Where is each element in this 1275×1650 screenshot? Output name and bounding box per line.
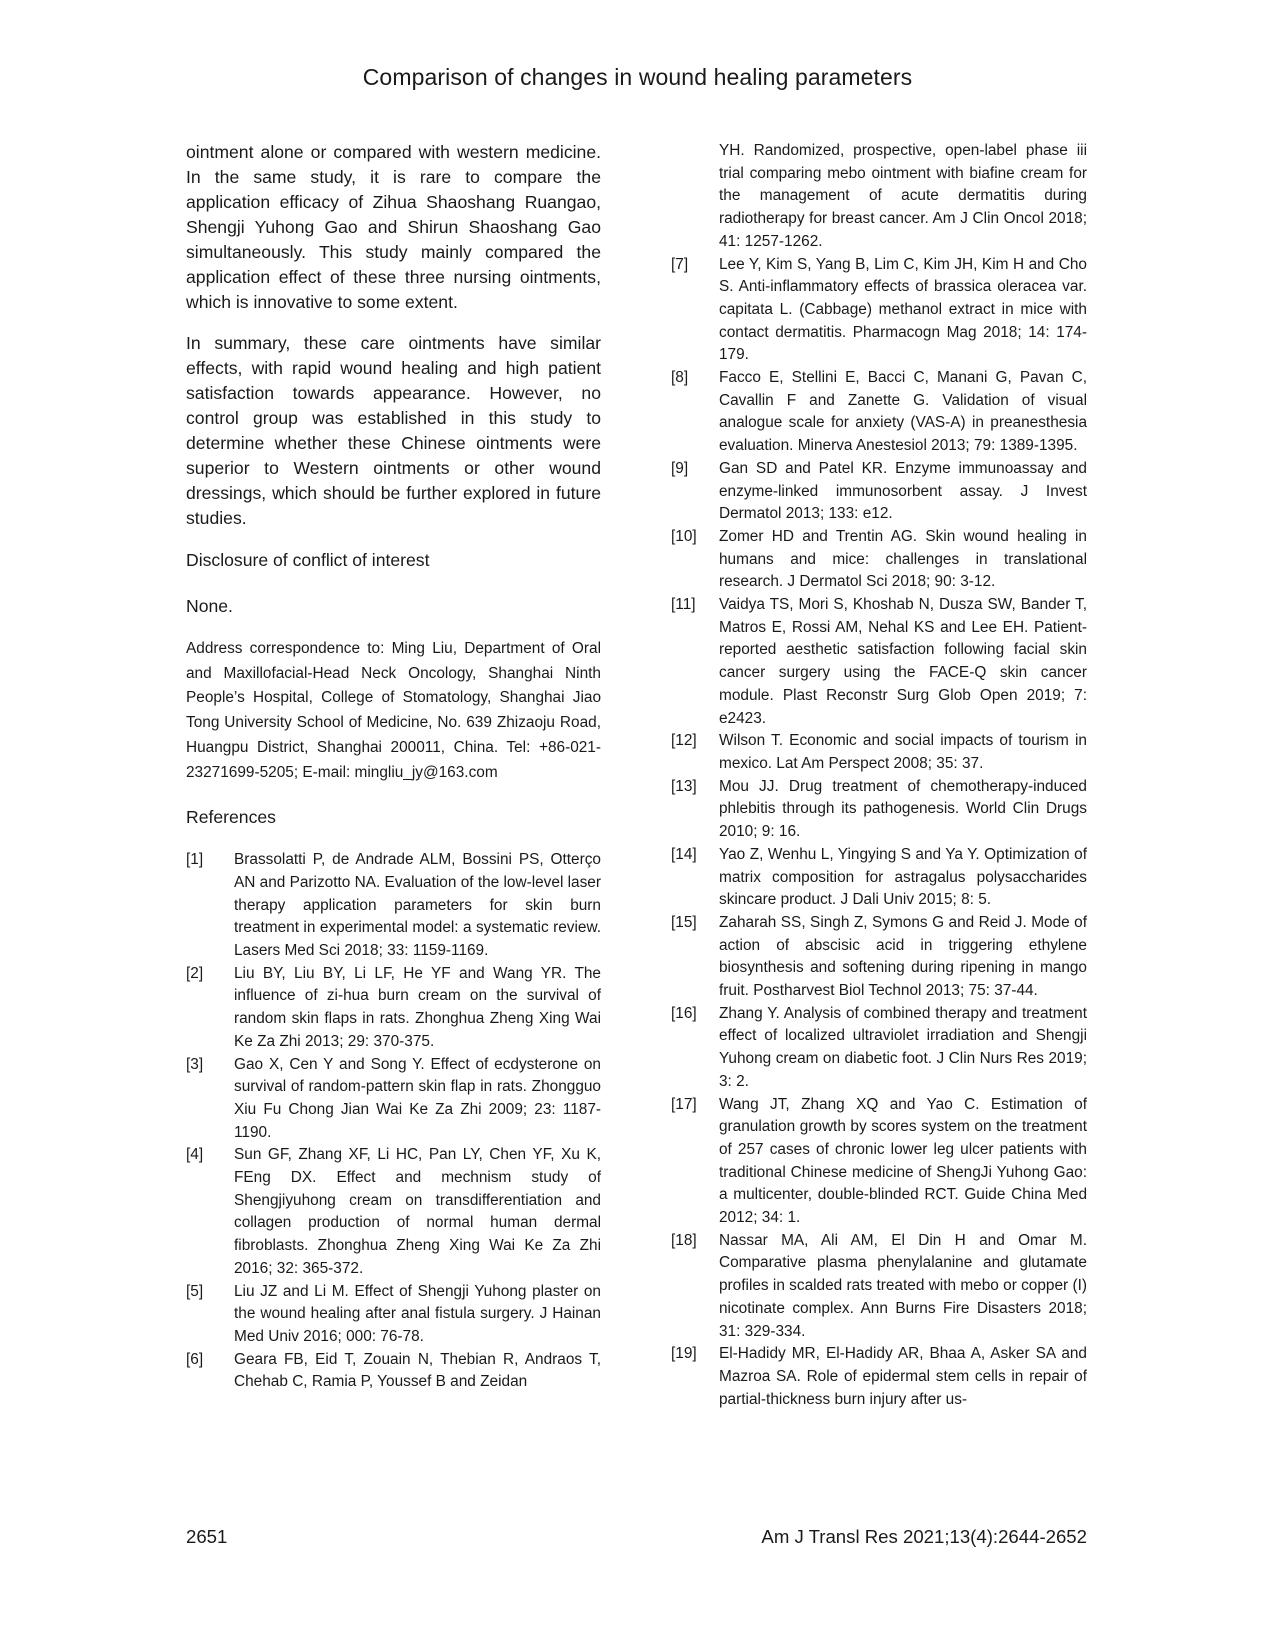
reference-number: [17] xyxy=(671,1095,697,1113)
right-column xyxy=(671,140,1087,1411)
reference-item xyxy=(671,594,1087,730)
reference-number: [13] xyxy=(671,777,697,795)
conflict-heading: Disclosure of conflict of interest xyxy=(186,550,430,570)
reference-item xyxy=(186,1349,601,1394)
reference-number: [3] xyxy=(186,1055,204,1073)
reference-text: Geara FB, Eid T, Zouain N, Thebian R, Andraos T, Chehab C, Ramia P, Youssef B and Zeidan xyxy=(234,1350,601,1391)
reference-number: [18] xyxy=(671,1231,697,1249)
reference-item xyxy=(186,963,601,1054)
address-label: Address correspondence to: xyxy=(186,640,385,657)
summary-paragraph: In summary, these care ointments have similar effects, with rapid wound healing and high patient satisfaction towards appearance. However, no control group was established in this study to determine whether these Chinese ointments were superior to Western ointments or other wound dressings, which should be further explored in future studies. xyxy=(186,333,601,528)
reference-number: [8] xyxy=(671,369,689,387)
reference-item xyxy=(186,849,601,963)
reference-text: El-Hadidy MR, El-Hadidy AR, Bhaa A, Asker SA and Mazroa SA. Role of epidermal stem cells in repair of partial-thickness burn injury after us- xyxy=(719,1345,1087,1408)
reference-item xyxy=(671,1343,1087,1411)
reference-item xyxy=(671,1230,1087,1344)
reference-text: Liu BY, Liu BY, Li LF, He YF and Wang YR. The influence of zi-hua burn cream on the survival of random skin flaps in rats. Zhonghua Zheng Xing Wai Ke Za Zhi 2013; 29: 370-375. xyxy=(234,964,601,1050)
reference-number: [5] xyxy=(186,1282,204,1300)
reference-continuation: YH. Randomized, prospective, open-label phase iii trial comparing mebo ointment with biafine cream for the management of acute dermatitis during radiotherapy for breast cancer. Am J Clin Oncol 2018; 41: 1257-1262. xyxy=(719,142,1087,250)
reference-text: Gan SD and Patel KR. Enzyme immunoassay and enzyme-linked immunosorbent assay. J Invest Dermatol 2013; 133: e12. xyxy=(719,459,1087,523)
reference-number: [4] xyxy=(186,1146,204,1164)
discussion-paragraph: ointment alone or compared with western medicine. In the same study, it is rare to compare the application efficacy of Zihua Shaoshang Ruangao, Shengji Yuhong Gao and Shirun Shaoshang Gao simultaneously. This study mainly compared the application effect of these three nursing ointments, which is innovative to some extent. xyxy=(186,142,601,312)
reference-text: Vaidya TS, Mori S, Khoshab N, Dusza SW, Bander T, Matros E, Rossi AM, Nehal KS and Lee EH. Patient-reported aesthetic satisfaction following facial skin cancer surgery using the FACE-Q skin cancer module. Plast Reconstr Surg Glob Open 2019; 7: e2423. xyxy=(719,596,1087,727)
reference-number: [16] xyxy=(671,1004,697,1022)
reference-item xyxy=(671,254,1087,368)
page-number: 2651 xyxy=(186,1526,228,1547)
conflict-text: None. xyxy=(186,596,233,616)
reference-text: Gao X, Cen Y and Song Y. Effect of ecdysterone on survival of random-pattern skin flap in rats. Zhongguo Xiu Fu Chong Jian Wai Ke Za Zhi 2009; 23: 1187-1190. xyxy=(234,1055,601,1141)
reference-text: Zomer HD and Trentin AG. Skin wound healing in humans and mice: challenges in translational research. J Dermatol Sci 2018; 90: 3-12. xyxy=(719,527,1087,591)
reference-text: Zaharah SS, Singh Z, Symons G and Reid J. Mode of action of abscisic acid in triggering ethylene biosynthesis and softening during ripening in mango fruit. Postharvest Biol Technol 2013; 75: 37-44. xyxy=(719,913,1087,1000)
reference-text: Facco E, Stellini E, Bacci C, Manani G, Pavan C, Cavallin F and Zanette G. Validation of visual analogue scale for anxiety (VAS-A) in preanesthesia evaluation. Minerva Anestesiol 2013; 79: 1389-1395. xyxy=(719,369,1087,455)
reference-number: [11] xyxy=(671,596,696,614)
reference-item xyxy=(671,730,1087,775)
reference-item xyxy=(671,1094,1087,1230)
reference-item xyxy=(671,458,1087,526)
reference-item xyxy=(671,367,1087,458)
reference-list-left xyxy=(186,849,601,1394)
journal-citation: Am J Transl Res 2021;13(4):2644-2652 xyxy=(761,1526,1087,1547)
reference-text: Liu JZ and Li M. Effect of Shengji Yuhong plaster on the wound healing after anal fistula surgery. J Hainan Med Univ 2016; 000: 76-78. xyxy=(234,1282,601,1345)
reference-item xyxy=(671,526,1087,594)
reference-text: Nassar MA, Ali AM, El Din H and Omar M. Comparative plasma phenylalanine and glutamate profiles in scalded rats treated with mebo or copper (I) nicotinate complex. Ann Burns Fire Disasters 2018; 31: 329-334. xyxy=(719,1231,1087,1340)
address-text: Ming Liu, Department of Oral and Maxillofacial-Head Neck Oncology, Shanghai Ninth People’s Hospital, College of Stomatology, Shanghai Jiao Tong University School of Medicine, No. 639 Zhizaoju Road, Huangpu District, Shanghai 200011, China. Tel: +86-021-23271699-5205; E-mail: mingliu_jy@163.com xyxy=(186,640,601,781)
reference-number: [7] xyxy=(671,255,689,273)
reference-text: Wang JT, Zhang XQ and Yao C. Estimation of granulation growth by scores system on the treatment of 257 cases of chronic lower leg ulcer patients with traditional Chinese medicine of ShengJi Yuhong Gao: a multicenter, double-blinded RCT. Guide China Med 2012; 34: 1. xyxy=(719,1095,1087,1227)
reference-text: Sun GF, Zhang XF, Li HC, Pan LY, Chen YF, Xu K, FEng DX. Effect and mechnism study of Shengjiyuhong cream on transdifferentiation and collagen production of normal human dermal fibroblasts. Zhonghua Zheng Xing Wai Ke Za Zhi 2016; 32: 365-372. xyxy=(234,1146,601,1277)
reference-text: Wilson T. Economic and social impacts of tourism in mexico. Lat Am Perspect 2008; 35: 37. xyxy=(719,732,1087,772)
reference-text: Brassolatti P, de Andrade ALM, Bossini PS, Otterço AN and Parizotto NA. Evaluation of the low-level laser therapy application parameters for skin burn treatment in experimental model: a systematic review. Lasers Med Sci 2018; 33: 1159-1169. xyxy=(234,851,601,960)
reference-number: [6] xyxy=(186,1350,204,1368)
reference-item xyxy=(671,1003,1087,1094)
reference-number: [14] xyxy=(671,845,697,863)
reference-text: Mou JJ. Drug treatment of chemotherapy-induced phlebitis through its pathogenesis. World Clin Drugs 2010; 9: 16. xyxy=(719,777,1087,841)
reference-number: [1] xyxy=(186,851,204,869)
running-head: Comparison of changes in wound healing parameters xyxy=(362,64,913,90)
left-column xyxy=(186,140,601,1394)
reference-item xyxy=(671,844,1087,912)
reference-number: [2] xyxy=(186,964,204,982)
reference-number: [15] xyxy=(671,913,697,931)
reference-item xyxy=(186,1144,601,1280)
reference-item xyxy=(186,1054,601,1145)
reference-number: [12] xyxy=(671,732,697,750)
reference-text: Yao Z, Wenhu L, Yingying S and Ya Y. Optimization of matrix composition for astragalus polysaccharides skincare product. J Dali Univ 2015; 8: 5. xyxy=(719,845,1087,909)
reference-item xyxy=(671,912,1087,1003)
reference-item xyxy=(671,776,1087,844)
reference-number: [19] xyxy=(671,1345,697,1363)
references-heading: References xyxy=(186,807,276,828)
address-correspondence xyxy=(186,637,601,785)
reference-number: [9] xyxy=(671,459,689,477)
reference-number: [10] xyxy=(671,527,697,545)
reference-list-right xyxy=(671,254,1087,1412)
reference-item xyxy=(186,1281,601,1349)
reference-text: Zhang Y. Analysis of combined therapy and treatment effect of localized ultraviolet irradiation and Shengji Yuhong cream on diabetic foot. J Clin Nurs Res 2019; 3: 2. xyxy=(719,1004,1087,1090)
reference-text: Lee Y, Kim S, Yang B, Lim C, Kim JH, Kim H and Cho S. Anti-inflammatory effects of brassica oleracea var. capitata L. (Cabbage) methanol extract in mice with contact dermatitis. Pharmacogn Mag 2018; 14: 174-179. xyxy=(719,255,1087,364)
